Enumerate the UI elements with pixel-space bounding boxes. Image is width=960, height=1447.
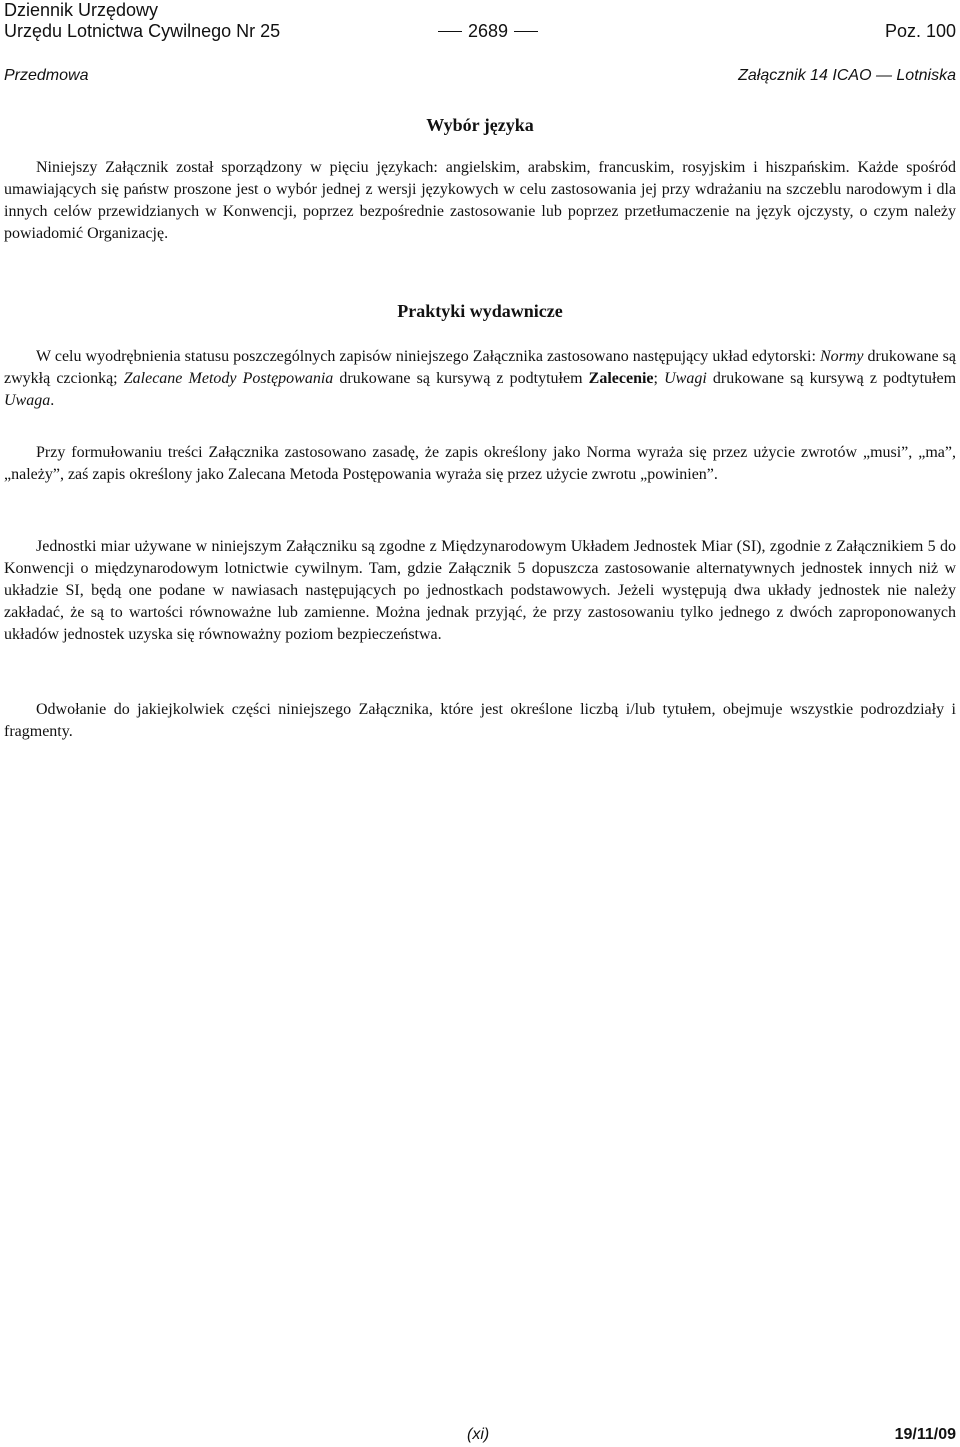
- language-paragraph: Niniejszy Załącznik został sporządzony w pięciu językach: angielskim, arabskim, francuskim, rosyjskim i hiszpańskim. Każde spośród umawiających się państw proszone jest o wybór jednej z wersji językowych w celu zastosowania jej przy wdrażaniu na szczeblu narodowym i dla innych celów przewidzianych w Konwencji, poprzez bezpośrednie zastosowanie lub poprzez przetłumaczenie na język ojczysty, o czym należy powiadomić Organizację.: [4, 159, 956, 242]
- annex-label: Załącznik 14 ICAO — Lotniska: [738, 67, 956, 84]
- page-number-value: 2689: [468, 21, 509, 41]
- text-run: .: [50, 392, 55, 409]
- position-number: Poz. 100: [884, 21, 956, 41]
- text-run: drukowane są kursywą z podtytułem: [706, 370, 957, 387]
- journal-title-line1: Dziennik Urzędowy: [4, 0, 159, 20]
- editorial-paragraph-1: [4, 346, 956, 412]
- footer-date: 19/11/09: [894, 1426, 956, 1443]
- language-heading: Wybór języka: [426, 115, 534, 135]
- term-uwaga: Uwaga: [4, 392, 51, 409]
- editorial-paragraph-2: Przy formułowaniu treści Załącznika zastosowano zasadę, że zapis określony jako Norma wyraża się przez użycie zwrotów „musi”, „ma”, „należy”, zaś zapis określony jako Zalecana Metoda Postępowania wyraża się przez użycie zwrotu „powinien”.: [4, 444, 956, 483]
- page-number: [432, 21, 544, 42]
- term-uwagi: Uwagi: [664, 370, 707, 387]
- journal-title: [4, 0, 280, 42]
- text-run: drukowane są kursywą z podtytułem: [333, 370, 589, 387]
- text-run: W celu wyodrębnienia statusu poszczególnych zapisów niniejszego Załącznika zastosowano następujący układ edytorski:: [36, 348, 820, 365]
- term-zalecane: Zalecane Metody Postępowania: [123, 370, 334, 387]
- editorial-heading: Praktyki wydawnicze: [397, 301, 563, 321]
- editorial-paragraph-3: Jednostki miar używane w niniejszym Załączniku są zgodne z Międzynarodowym Układem Jednostek Miar (SI), zgodnie z Załącznikiem 5 do Konwencji o międzynarodowym lotnictwie cywilnym. Tam, gdzie Załącznik 5 dopuszcza zastosowanie alternatywnych jednostek innych niż w układzie SI, będą one podane w nawiasach następujących po jednostkach podstawowych. Jeżeli występują dwa układy jednostek nie należy zakładać, że są to wartości równoważne lub zamienne. Można jednak przyjąć, że przy zastosowaniu tylko jednego z dwóch zaproponowanych układów jednostek uzyska się równoważny poziom bezpieczeństwa.: [4, 538, 956, 643]
- term-normy: Normy: [819, 348, 864, 365]
- page-number-dash-left: [438, 31, 462, 32]
- term-zalecenie: Zalecenie: [588, 370, 654, 387]
- text-run: ;: [653, 370, 665, 387]
- editorial-paragraph-4: Odwołanie do jakiejkolwiek części niniejszego Załącznika, które jest określone liczbą i/lub tytułem, obejmuje wszystkie podrozdziały i fragmenty.: [4, 701, 956, 740]
- page-number-dash-right: [514, 31, 538, 32]
- text-run: drukowane są zwykłą czcionką;: [4, 348, 956, 387]
- page-label: (xi): [467, 1426, 490, 1443]
- section-label: Przedmowa: [4, 67, 89, 84]
- journal-title-line2: Urzędu Lotnictwa Cywilnego Nr 25: [4, 21, 281, 41]
